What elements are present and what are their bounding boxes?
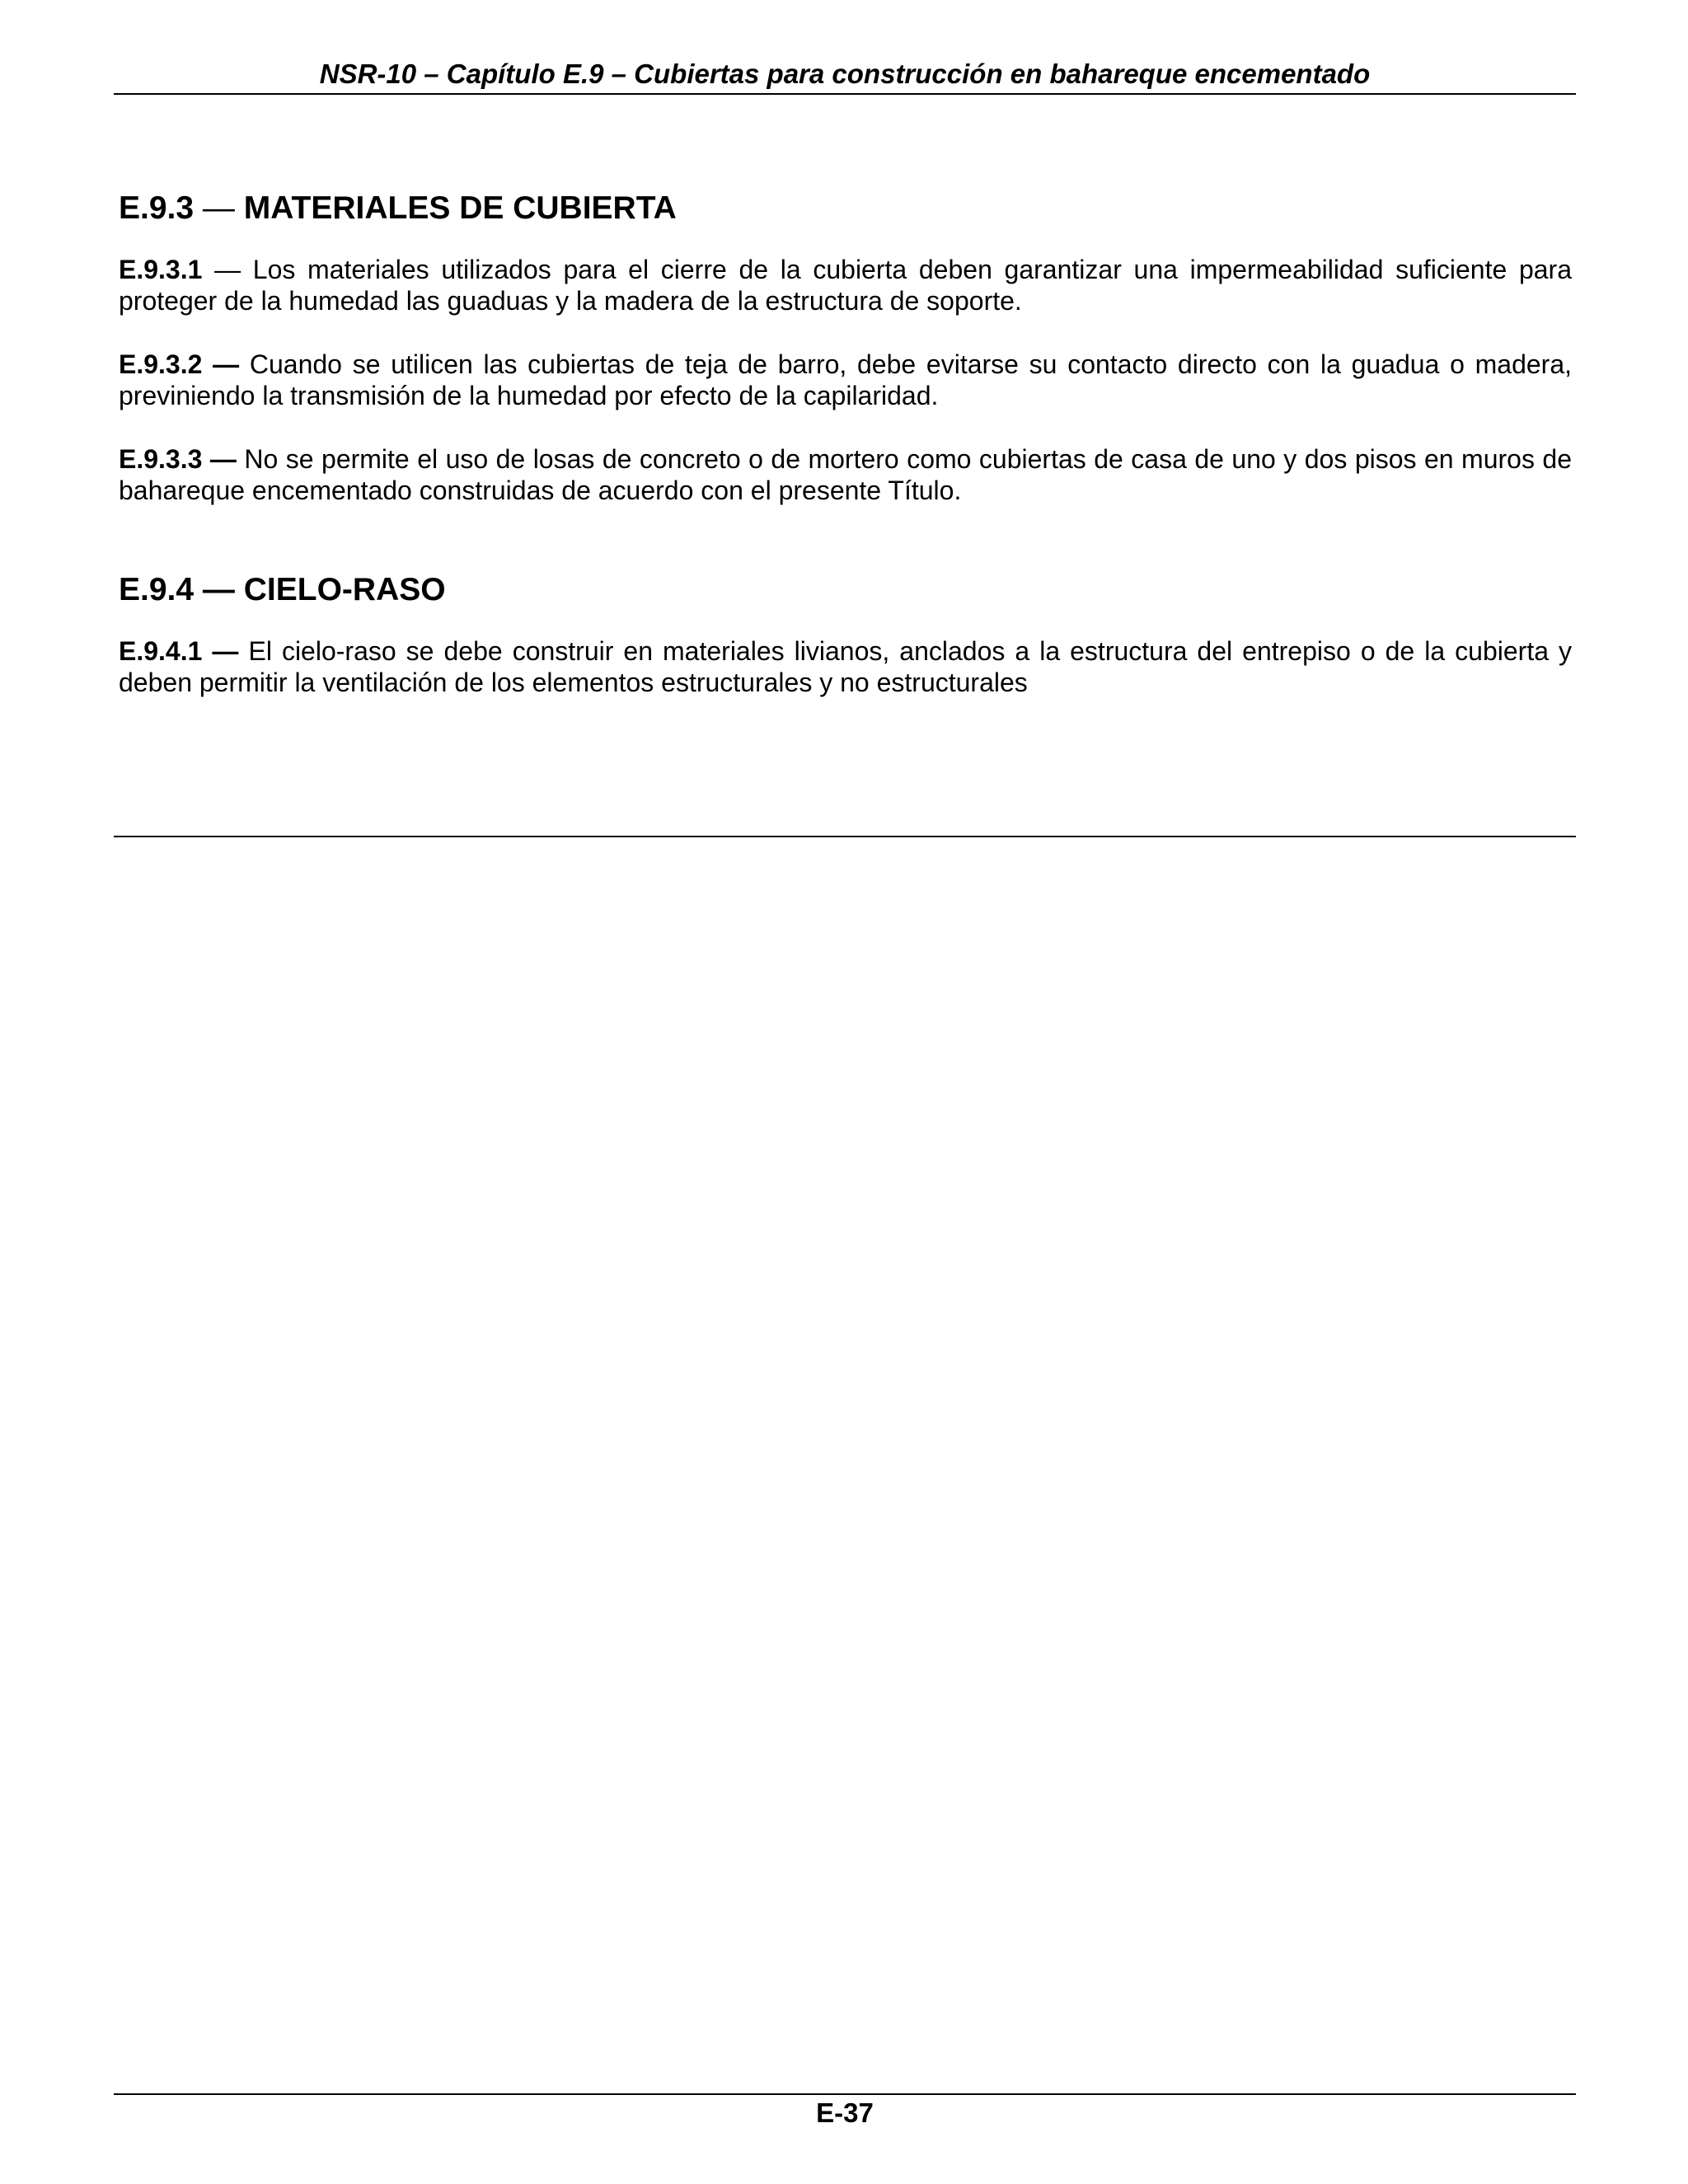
paragraph-ref: E.9.3.2 —	[119, 349, 240, 379]
paragraph-ref: E.9.3.3 —	[119, 444, 237, 474]
content-end-rule	[114, 836, 1576, 837]
paragraph-ref: E.9.4.1 —	[119, 636, 239, 666]
section-title: CIELO-RASO	[243, 572, 446, 607]
paragraph-e941	[119, 635, 1572, 698]
paragraph-text: Cuando se utilicen las cubiertas de teja de barro, debe evitarse su contacto directo con la guadua o madera, previniendo la transmisión de la humedad por efecto de la capilaridad.	[119, 349, 1573, 410]
paragraph-e931	[119, 254, 1572, 316]
header-rule	[114, 93, 1576, 95]
paragraph-e933	[119, 443, 1572, 506]
page-number: E-37	[816, 2097, 874, 2128]
section-heading-e93	[119, 190, 1572, 227]
paragraph-text: No se permite el uso de losas de concreto o de mortero como cubiertas de casa de uno y dos pisos en muros de bahareque encementado construidas de acuerdo con el presente Título.	[119, 444, 1573, 505]
paragraph-text: Los materiales utilizados para el cierre de la cubierta deben garantizar una impermeabilidad suficiente para proteger de la humedad las guaduas y la madera de la estructura de soporte.	[119, 255, 1573, 316]
section-dash: —	[194, 190, 244, 226]
paragraph-ref: E.9.3.1	[119, 255, 203, 284]
section-number: E.9.3	[119, 190, 195, 226]
page-content	[119, 190, 1572, 730]
paragraph-dash: —	[202, 255, 253, 284]
section-dash: —	[194, 572, 244, 607]
footer-rule	[114, 2093, 1576, 2095]
section-spacer	[119, 538, 1572, 571]
paragraph-dash	[238, 636, 248, 666]
paragraph-dash	[237, 444, 244, 474]
paragraph-text: El cielo-raso se debe construir en materiales livianos, anclados a la estructura del entrepiso o de la cubierta y deben permitir la ventilación de los elementos estructurales y no estructurales	[119, 636, 1573, 697]
section-title: MATERIALES DE CUBIERTA	[243, 190, 677, 226]
section-number: E.9.4	[119, 572, 195, 607]
paragraph-e932	[119, 349, 1572, 411]
paragraph-dash	[239, 349, 250, 379]
section-heading-e94	[119, 571, 1572, 609]
running-header: NSR-10 – Capítulo E.9 – Cubiertas para construcción en bahareque encementado	[319, 59, 1371, 89]
